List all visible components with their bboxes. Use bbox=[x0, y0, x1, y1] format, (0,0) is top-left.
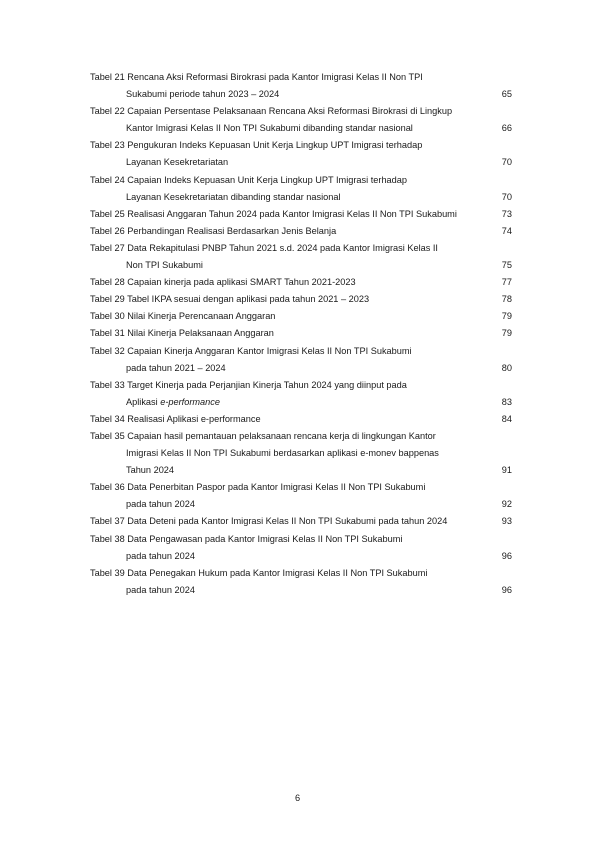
toc-entry[interactable] bbox=[90, 531, 512, 565]
entry-title-continuation: Kantor Imigrasi Kelas II Non TPI Sukabumi dibanding standar nasional bbox=[126, 123, 413, 134]
page-number: 96 bbox=[501, 584, 512, 595]
page-number: 79 bbox=[501, 311, 512, 322]
entry-title-line: Tabel 21 Rencana Aksi Reformasi Birokrasi pada Kantor Imigrasi Kelas II Non TPI bbox=[90, 72, 423, 82]
toc-entry[interactable] bbox=[90, 428, 512, 479]
entry-title-continuation: Imigrasi Kelas II Non TPI Sukabumi berdasarkan aplikasi e-monev bappenas bbox=[126, 448, 439, 459]
entry-title-line: Tabel 27 Data Rekapitulasi PNBP Tahun 2021 s.d. 2024 pada Kantor Imigrasi Kelas II bbox=[90, 242, 438, 253]
toc-entry[interactable] bbox=[90, 103, 512, 137]
entry-title-continuation: Layanan Kesekretariatan dibanding standar nasional bbox=[126, 191, 341, 202]
page-number: 80 bbox=[501, 362, 512, 373]
entry-title-line: Tabel 31 Nilai Kinerja Pelaksanaan Anggaran bbox=[90, 328, 274, 339]
toc-entry[interactable] bbox=[90, 343, 512, 377]
entry-title-line: Tabel 26 Perbandingan Realisasi Berdasarkan Jenis Belanja bbox=[90, 225, 337, 236]
page-number: 75 bbox=[501, 260, 512, 271]
toc-entry[interactable] bbox=[90, 377, 512, 411]
entry-title-line: Tabel 30 Nilai Kinerja Perencanaan Anggaran bbox=[90, 311, 276, 322]
toc-entry[interactable] bbox=[90, 274, 512, 291]
page-number: 78 bbox=[501, 294, 512, 305]
entry-title-line: Tabel 37 Data Deteni pada Kantor Imigrasi Kelas II Non TPI Sukabumi pada tahun 2024 bbox=[90, 516, 448, 527]
entry-title-continuation: pada tahun 2024 bbox=[126, 550, 195, 561]
toc-entry[interactable] bbox=[90, 513, 512, 530]
toc-entry[interactable] bbox=[90, 479, 512, 513]
page-number: 66 bbox=[501, 123, 512, 134]
toc-entry[interactable] bbox=[90, 223, 512, 240]
entry-title-line: Tabel 23 Pengukuran Indeks Kepuasan Unit Kerja Lingkup UPT Imigrasi terhadap bbox=[90, 140, 423, 151]
entry-title-continuation: pada tahun 2024 bbox=[126, 499, 195, 510]
page-number: 96 bbox=[501, 550, 512, 561]
entry-title-line: Tabel 22 Capaian Persentase Pelaksanaan Rencana Aksi Reformasi Birokrasi di Lingkup bbox=[90, 106, 453, 117]
entry-title-continuation: pada tahun 2021 – 2024 bbox=[126, 362, 226, 373]
entry-title-continuation: Aplikasi e-performance bbox=[126, 396, 220, 407]
entry-title-continuation: Non TPI Sukabumi bbox=[126, 260, 203, 271]
entry-title-line: Tabel 36 Data Penerbitan Paspor pada Kantor Imigrasi Kelas II Non TPI Sukabumi bbox=[90, 482, 426, 493]
entry-title-continuation: Tahun 2024 bbox=[126, 465, 175, 476]
entry-title-line: Tabel 25 Realisasi Anggaran Tahun 2024 pada Kantor Imigrasi Kelas II Non TPI Sukabumi bbox=[90, 208, 457, 219]
entry-title-line: Tabel 32 Capaian Kinerja Anggaran Kantor Imigrasi Kelas II Non TPI Sukabumi bbox=[90, 345, 412, 356]
page-number: 70 bbox=[501, 191, 512, 202]
page-number: 93 bbox=[501, 516, 512, 527]
page-folio-number: 6 bbox=[294, 793, 301, 803]
entry-title-line: Tabel 39 Data Penegakan Hukum pada Kantor Imigrasi Kelas II Non TPI Sukabumi bbox=[90, 567, 428, 578]
toc-entry[interactable] bbox=[90, 565, 512, 599]
toc-entry[interactable] bbox=[90, 240, 512, 274]
list-of-tables bbox=[90, 69, 512, 599]
toc-entry[interactable] bbox=[90, 69, 512, 103]
entry-title-continuation: Sukabumi periode tahun 2023 – 2024 bbox=[126, 89, 280, 100]
page-number: 73 bbox=[501, 208, 512, 219]
page-number: 70 bbox=[501, 157, 512, 168]
toc-entry[interactable] bbox=[90, 308, 512, 325]
page-number: 74 bbox=[501, 225, 512, 236]
entry-title-continuation: pada tahun 2024 bbox=[126, 584, 195, 595]
page-number: 92 bbox=[501, 499, 512, 510]
toc-entry[interactable] bbox=[90, 206, 512, 223]
toc-entry[interactable] bbox=[90, 411, 512, 428]
page-number: 84 bbox=[501, 413, 512, 424]
entry-title-line: Tabel 38 Data Pengawasan pada Kantor Imigrasi Kelas II Non TPI Sukabumi bbox=[90, 533, 403, 544]
page-number: 77 bbox=[501, 277, 512, 288]
toc-entry[interactable] bbox=[90, 137, 512, 171]
page-number: 91 bbox=[501, 465, 512, 476]
toc-entry[interactable] bbox=[90, 325, 512, 342]
page-number: 65 bbox=[501, 89, 512, 100]
entry-title-line: Tabel 24 Capaian Indeks Kepuasan Unit Kerja Lingkup UPT Imigrasi terhadap bbox=[90, 174, 407, 185]
page-number: 83 bbox=[501, 396, 512, 407]
entry-title-continuation: Layanan Kesekretariatan bbox=[126, 157, 229, 168]
toc-entry[interactable] bbox=[90, 291, 512, 308]
entry-title-line: Tabel 29 Tabel IKPA sesuai dengan aplikasi pada tahun 2021 – 2023 bbox=[90, 294, 370, 305]
entry-title-line: Tabel 34 Realisasi Aplikasi e-performance bbox=[90, 413, 261, 424]
toc-entry[interactable] bbox=[90, 172, 512, 206]
page-number: 79 bbox=[501, 328, 512, 339]
entry-title-line: Tabel 35 Capaian hasil pemantauan pelaksanaan rencana kerja di lingkungan Kantor bbox=[90, 430, 436, 441]
entry-title-line: Tabel 28 Capaian kinerja pada aplikasi SMART Tahun 2021-2023 bbox=[90, 277, 356, 288]
entry-title-line: Tabel 33 Target Kinerja pada Perjanjian Kinerja Tahun 2024 yang diinput pada bbox=[90, 379, 407, 390]
